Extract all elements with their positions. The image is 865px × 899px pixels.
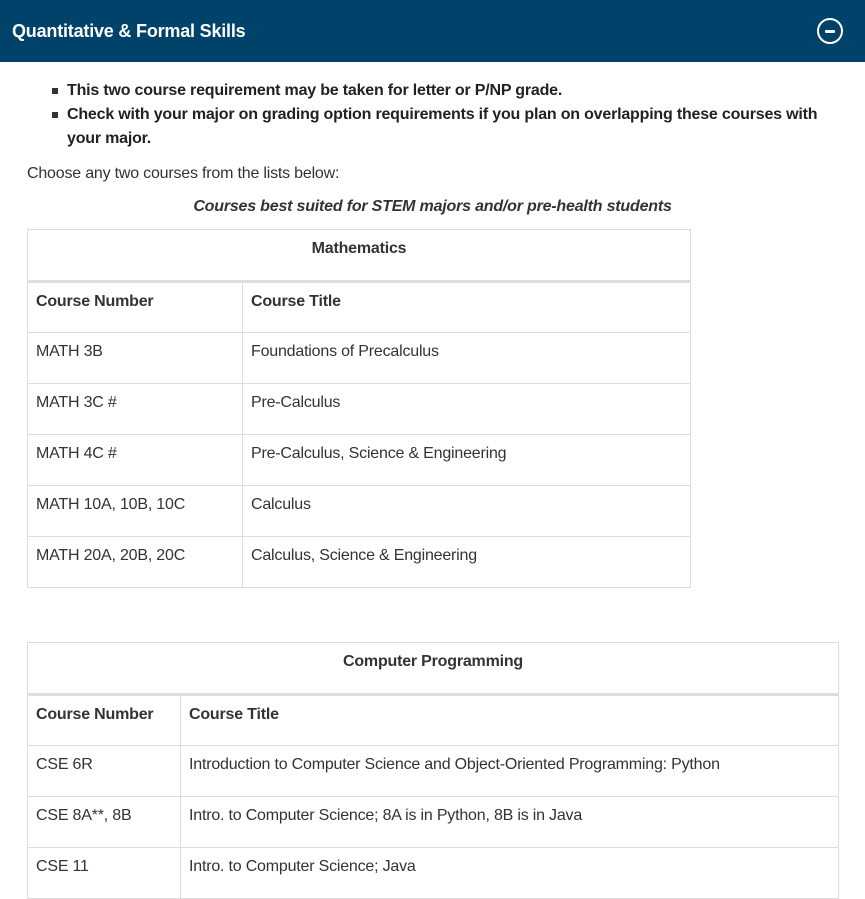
- course-title: Intro. to Computer Science; Java: [181, 848, 839, 899]
- table-row: [28, 746, 839, 797]
- course-title: Foundations of Precalculus: [243, 333, 691, 384]
- column-header: Course Title: [181, 695, 839, 746]
- course-title: Calculus, Science & Engineering: [243, 537, 691, 588]
- table-row: [28, 486, 691, 537]
- table-row: [28, 333, 691, 384]
- course-title: Introduction to Computer Science and Object-Oriented Programming: Python: [181, 746, 839, 797]
- course-number: CSE 11: [28, 848, 181, 899]
- note-item: This two course requirement may be taken for letter or P/NP grade.: [67, 79, 838, 103]
- table-row: [28, 384, 691, 435]
- table-row: [28, 848, 839, 899]
- table-caption: Computer Programming: [28, 643, 839, 695]
- course-number: MATH 10A, 10B, 10C: [28, 486, 243, 537]
- table-row: [28, 435, 691, 486]
- table-row: [28, 797, 839, 848]
- course-number: MATH 20A, 20B, 20C: [28, 537, 243, 588]
- mathematics-table: [27, 229, 691, 588]
- course-number: MATH 4C #: [28, 435, 243, 486]
- minus-bar: [825, 30, 835, 33]
- table-row: [28, 537, 691, 588]
- minus-circle-icon[interactable]: [817, 18, 843, 44]
- course-title: Pre-Calculus, Science & Engineering: [243, 435, 691, 486]
- column-header: Course Title: [243, 282, 691, 333]
- accordion-header[interactable]: [0, 0, 865, 62]
- subheading: Courses best suited for STEM majors and/or pre-health students: [193, 198, 672, 215]
- course-number: MATH 3C #: [28, 384, 243, 435]
- course-title: Calculus: [243, 486, 691, 537]
- course-title: Intro. to Computer Science; 8A is in Python, 8B is in Java: [181, 797, 839, 848]
- course-title: Pre-Calculus: [243, 384, 691, 435]
- note-item: Check with your major on grading option requirements if you plan on overlapping these courses with your major.: [67, 103, 838, 151]
- column-header: Course Number: [28, 695, 181, 746]
- computer-programming-table: [27, 642, 839, 899]
- course-number: CSE 6R: [28, 746, 181, 797]
- notes-list: [27, 79, 838, 151]
- column-header: Course Number: [28, 282, 243, 333]
- accordion-title: Quantitative & Formal Skills: [12, 20, 246, 41]
- course-number: CSE 8A**, 8B: [28, 797, 181, 848]
- table-caption: Mathematics: [28, 230, 691, 282]
- course-number: MATH 3B: [28, 333, 243, 384]
- intro-text: Choose any two courses from the lists below:: [27, 165, 340, 182]
- accordion-content: [0, 79, 865, 899]
